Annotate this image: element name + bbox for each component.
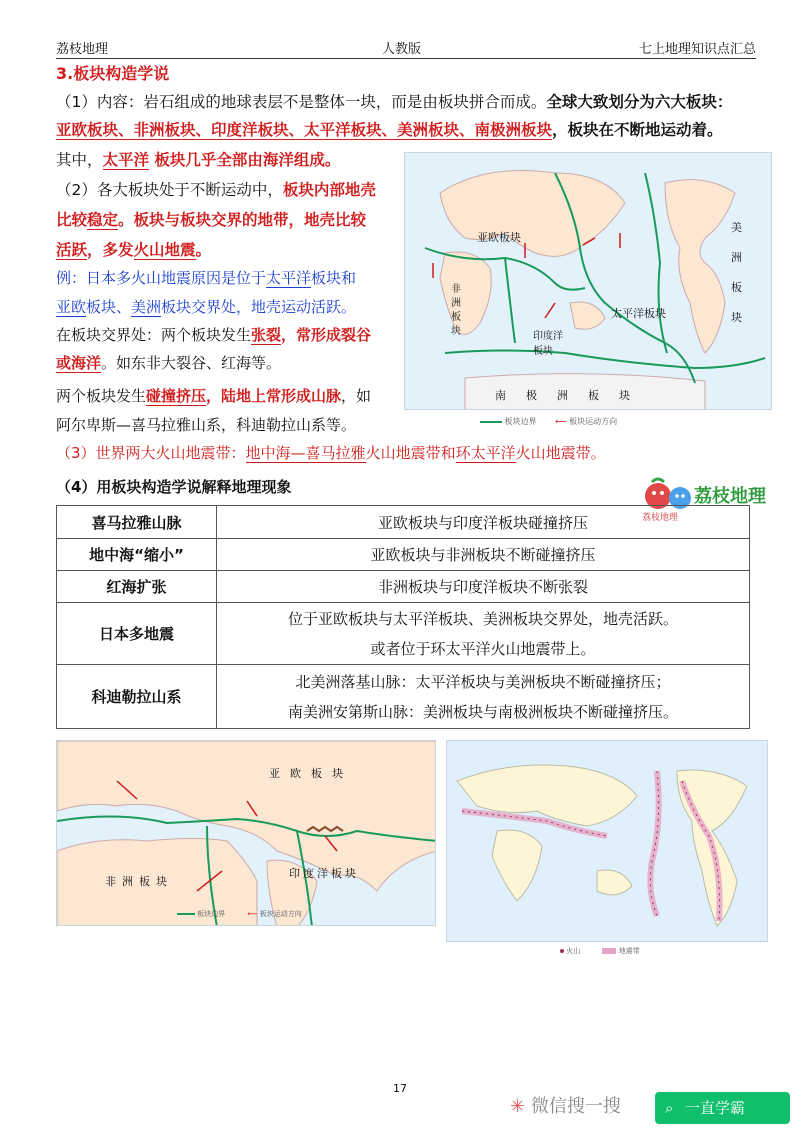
rift-fill: 张裂 bbox=[251, 326, 282, 344]
example-fill-pacific: 太平洋 bbox=[266, 269, 312, 287]
label-america: 美洲板块 bbox=[731, 221, 742, 324]
wechat-search-text: 微信搜一搜 bbox=[530, 1096, 621, 1117]
volcano-quake-fill: 火山地震 bbox=[133, 241, 196, 259]
map2-boundary-swatch bbox=[177, 913, 195, 915]
search-button[interactable] bbox=[655, 1092, 790, 1124]
label-eurasia: 亚欧板块 bbox=[477, 231, 521, 244]
map2-label-indian: 印度洋板块 bbox=[289, 867, 359, 880]
volcano-icon bbox=[560, 949, 564, 953]
p3-text3: 火山地震带。 bbox=[515, 444, 606, 462]
p1b-tail: 板块几乎全部由海洋组成。 bbox=[149, 151, 341, 169]
p1-bold: 全球大致划分为六大板块： bbox=[546, 93, 733, 111]
p2-red4: ，多发 bbox=[87, 241, 134, 259]
wechat-search-icon: ✳ bbox=[510, 1096, 526, 1117]
p3-text2: 火山地震带和 bbox=[365, 444, 456, 462]
table-value: 非洲板块与印度洋板块不断张裂 bbox=[217, 571, 750, 603]
logo-sub: 荔枝地理 bbox=[642, 513, 679, 523]
p3-line bbox=[56, 443, 606, 463]
phenomena-table bbox=[56, 505, 750, 729]
collision-fill: 碰撞挤压 bbox=[146, 387, 207, 405]
map1-legend-boundary: 板块边界 bbox=[504, 417, 537, 426]
p4-heading: （4）用板块构造学说解释地理现象 bbox=[56, 478, 292, 496]
world-plates-svg bbox=[405, 153, 772, 410]
example-fill-america: 美洲 bbox=[131, 298, 162, 316]
boundary2-text1: 两个板块发生 bbox=[56, 387, 147, 405]
map3-legend bbox=[560, 946, 640, 956]
p2-red5: 。 bbox=[195, 241, 212, 259]
world-plates-map bbox=[404, 152, 772, 410]
map2-label-africa: 非洲板块 bbox=[105, 875, 173, 888]
belt2-fill: 环太平洋 bbox=[455, 444, 516, 462]
table-key: 地中海“缩小” bbox=[57, 539, 217, 571]
example-text4: 板块交界处，地壳运动活跃。 bbox=[161, 298, 357, 316]
boundary1-text2: 。如东非大裂谷、红海等。 bbox=[101, 354, 282, 372]
table-row bbox=[57, 603, 750, 665]
map2-label-eurasia: 亚欧板块 bbox=[269, 767, 353, 780]
header-left: 荔枝地理 bbox=[56, 42, 109, 57]
label-antarctic: 南极洲板块 bbox=[495, 389, 650, 402]
mediterranean-svg bbox=[57, 741, 436, 926]
map2-legend-motion: 板块运动方向 bbox=[259, 910, 302, 918]
p1-line1 bbox=[56, 92, 732, 112]
ocean-fill: 或海洋 bbox=[56, 354, 102, 372]
logo-text: 荔枝地理 bbox=[694, 486, 766, 507]
active-fill: 活跃 bbox=[56, 241, 88, 259]
table-key: 喜马拉雅山脉 bbox=[57, 506, 217, 539]
table-key: 红海扩张 bbox=[57, 571, 217, 603]
table-value bbox=[217, 603, 750, 665]
mediterranean-plates-map bbox=[56, 740, 436, 926]
boundary2-text2: ，如 bbox=[341, 387, 372, 405]
header-rule bbox=[56, 58, 756, 59]
volcano-belts-map bbox=[446, 740, 768, 942]
p2-red2: 比较 bbox=[56, 211, 88, 229]
search-button-label: 一直学霸 bbox=[685, 1099, 746, 1117]
p1b-prefix: 其中， bbox=[56, 151, 103, 169]
map3-legend-quake: 地震带 bbox=[618, 947, 640, 955]
map1-legend-motion: 板块运动方向 bbox=[569, 417, 618, 426]
p3-text1: （3）世界两大火山地震带： bbox=[56, 444, 246, 462]
map2-legend-boundary: 板块边界 bbox=[197, 910, 226, 918]
table-row bbox=[57, 571, 750, 603]
pacific-fill: 太平洋 bbox=[102, 151, 150, 169]
example-fill-eurasia: 亚欧 bbox=[56, 298, 87, 316]
table-value-line: 或者位于环太平洋火山地震带上。 bbox=[370, 639, 596, 658]
example-text2: 板块和 bbox=[311, 269, 357, 287]
example-line2 bbox=[56, 297, 356, 317]
table-row bbox=[57, 539, 750, 571]
table-value: 亚欧板块与非洲板块不断碰撞挤压 bbox=[217, 539, 750, 571]
table-row bbox=[57, 506, 750, 539]
p2-line1 bbox=[56, 180, 376, 200]
six-plates: 亚欧板块、非洲板块、印度洋板块、太平洋板块、美洲板块、南极洲板块 bbox=[56, 121, 553, 139]
map2-motion-arrow-icon: ⟵ bbox=[247, 910, 258, 918]
label-indian: 印度洋板块 bbox=[533, 331, 563, 357]
boundary1-text1: 在板块交界处：两个板块发生 bbox=[56, 326, 252, 344]
map1-legend bbox=[480, 416, 617, 427]
volcano-belts-svg bbox=[447, 741, 768, 942]
p1-tail: ，板块在不断地运动着。 bbox=[552, 121, 723, 139]
boundary-legend-swatch bbox=[480, 421, 502, 423]
search-icon: ⌕ bbox=[665, 1099, 674, 1117]
example-text1: 例：日本多火山地震原因是位于 bbox=[56, 269, 267, 287]
quake-belt-swatch bbox=[602, 948, 616, 954]
p1b-line bbox=[56, 150, 340, 170]
wechat-search-watermark bbox=[510, 1092, 621, 1118]
p1-line2 bbox=[56, 120, 723, 140]
stable-fill: 稳定 bbox=[87, 211, 119, 229]
page-number: 17 bbox=[393, 1082, 407, 1095]
map3-legend-volcano: 火山 bbox=[566, 947, 581, 955]
table-value: 亚欧板块与印度洋板块碰撞挤压 bbox=[217, 506, 750, 539]
boundary1-line1 bbox=[56, 325, 371, 345]
table-key: 科迪勒拉山系 bbox=[57, 665, 217, 729]
p2-red3: 。板块与板块交界的地带，地壳比较 bbox=[118, 211, 367, 229]
boundary1-red: ，常形成裂谷 bbox=[281, 326, 372, 344]
belt1-fill: 地中海—喜马拉雅 bbox=[245, 444, 366, 462]
section-title: 3.板块构造学说 bbox=[56, 64, 170, 83]
example-line1 bbox=[56, 268, 356, 288]
p2-red1: 板块内部地壳 bbox=[282, 181, 376, 199]
table-key: 日本多地震 bbox=[57, 603, 217, 665]
table-value-line: 南美洲安第斯山脉：美洲板块与南极洲板块不断碰撞挤压。 bbox=[287, 702, 678, 721]
motion-arrow-icon: ⟵ bbox=[555, 417, 567, 426]
boundary2-line2: 阿尔卑斯—喜马拉雅山系，科迪勒拉山系等。 bbox=[56, 416, 357, 434]
header-right: 七上地理知识点汇总 bbox=[638, 42, 756, 57]
header-center: 人教版 bbox=[382, 42, 422, 57]
label-africa: 非洲板块 bbox=[451, 284, 461, 337]
boundary2-line1 bbox=[56, 386, 371, 406]
p2-line2 bbox=[56, 210, 366, 230]
boundary2-red: ，陆地上常形成山脉 bbox=[206, 387, 342, 405]
table-value-line: 北美洲落基山脉：太平洋板块与美洲板块不断碰撞挤压； bbox=[295, 672, 671, 691]
boundary1-line2 bbox=[56, 353, 281, 373]
table-value bbox=[217, 665, 750, 729]
label-pacific: 太平洋板块 bbox=[611, 307, 666, 320]
p2-text1: （2）各大板块处于不断运动中， bbox=[56, 181, 283, 199]
example-text3: 板块、 bbox=[86, 298, 132, 316]
table-value-line: 位于亚欧板块与太平洋板块、美洲板块交界处，地壳活跃。 bbox=[287, 609, 678, 628]
table-row bbox=[57, 665, 750, 729]
map2-legend bbox=[177, 909, 302, 919]
p1-text: （1）内容：岩石组成的地球表层不是整体一块，而是由板块拼合而成。 bbox=[56, 93, 547, 111]
p2-line3 bbox=[56, 240, 211, 260]
